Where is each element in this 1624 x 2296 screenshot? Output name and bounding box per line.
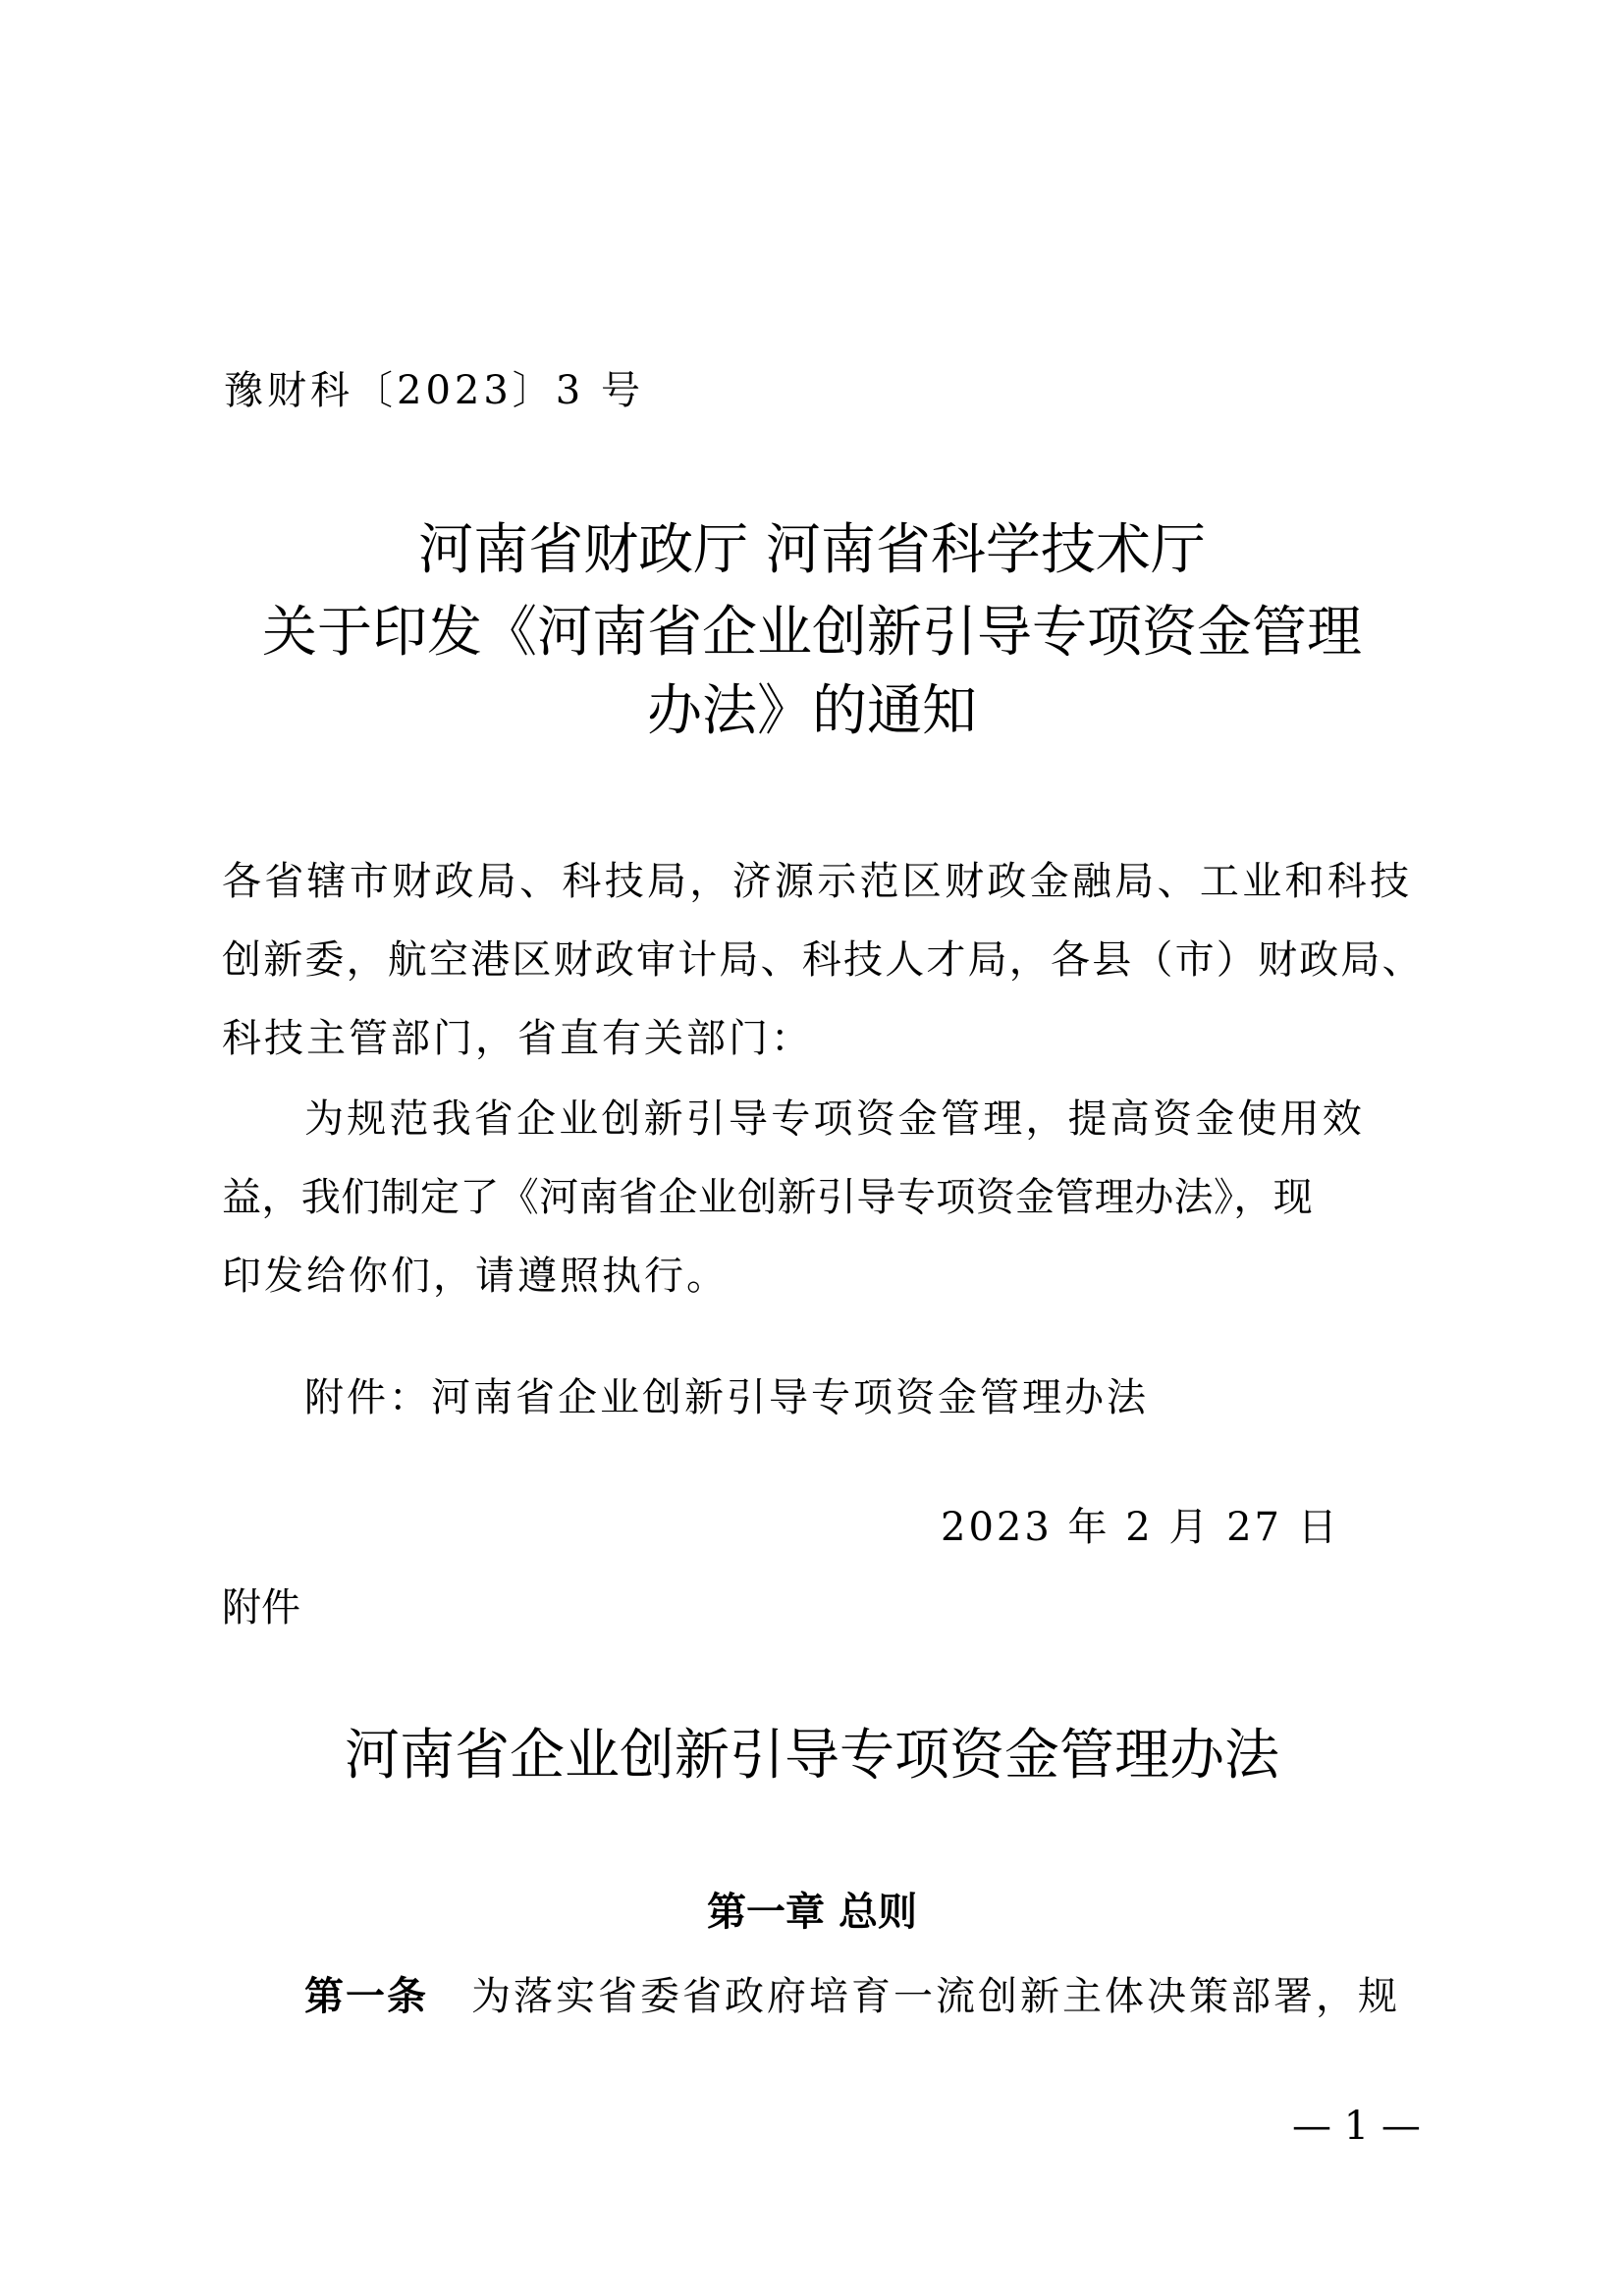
notice-body-line-1: 为规范我省企业创新引导专项资金管理，提高资金使用效	[304, 1096, 1365, 1142]
article-paragraph	[304, 1971, 1400, 2022]
chapter-heading: 第一章 总则	[707, 1890, 917, 1935]
article-label: 第一条	[304, 1974, 428, 2019]
document-title-line-3: 办法》的通知	[647, 679, 977, 743]
notice-body-line-2: 益，我们制定了《河南省企业创新引导专项资金管理办法》，现	[222, 1175, 1314, 1220]
attachment-reference: 附件：河南省企业创新引导专项资金管理办法	[304, 1375, 1149, 1420]
document-number: 豫财科〔2023〕3 号	[224, 368, 644, 413]
recipients-line-1: 各省辖市财政局、科技局，济源示范区财政金融局、工业和科技	[222, 859, 1413, 904]
notice-body-line-3: 印发给你们，请遵照执行。	[222, 1254, 729, 1299]
issue-date: 2023 年 2 月 27 日	[941, 1505, 1340, 1550]
article-text: 为落实省委省政府培育一流创新主体决策部署，规	[471, 1974, 1400, 2019]
recipients-line-3: 科技主管部门，省直有关部门：	[222, 1016, 813, 1061]
attachment-title: 河南省企业创新引导专项资金管理办法	[345, 1724, 1279, 1788]
document-title-line-1: 河南省财政厅 河南省科学技术厅	[418, 518, 1206, 582]
document-title-line-2: 关于印发《河南省企业创新引导专项资金管理	[262, 601, 1362, 665]
recipients-line-2: 创新委，航空港区财政审计局、科技人才局，各县（市）财政局、	[222, 937, 1424, 983]
page-number: — 1 —	[1292, 2104, 1421, 2149]
attachment-label: 附件	[222, 1585, 300, 1630]
